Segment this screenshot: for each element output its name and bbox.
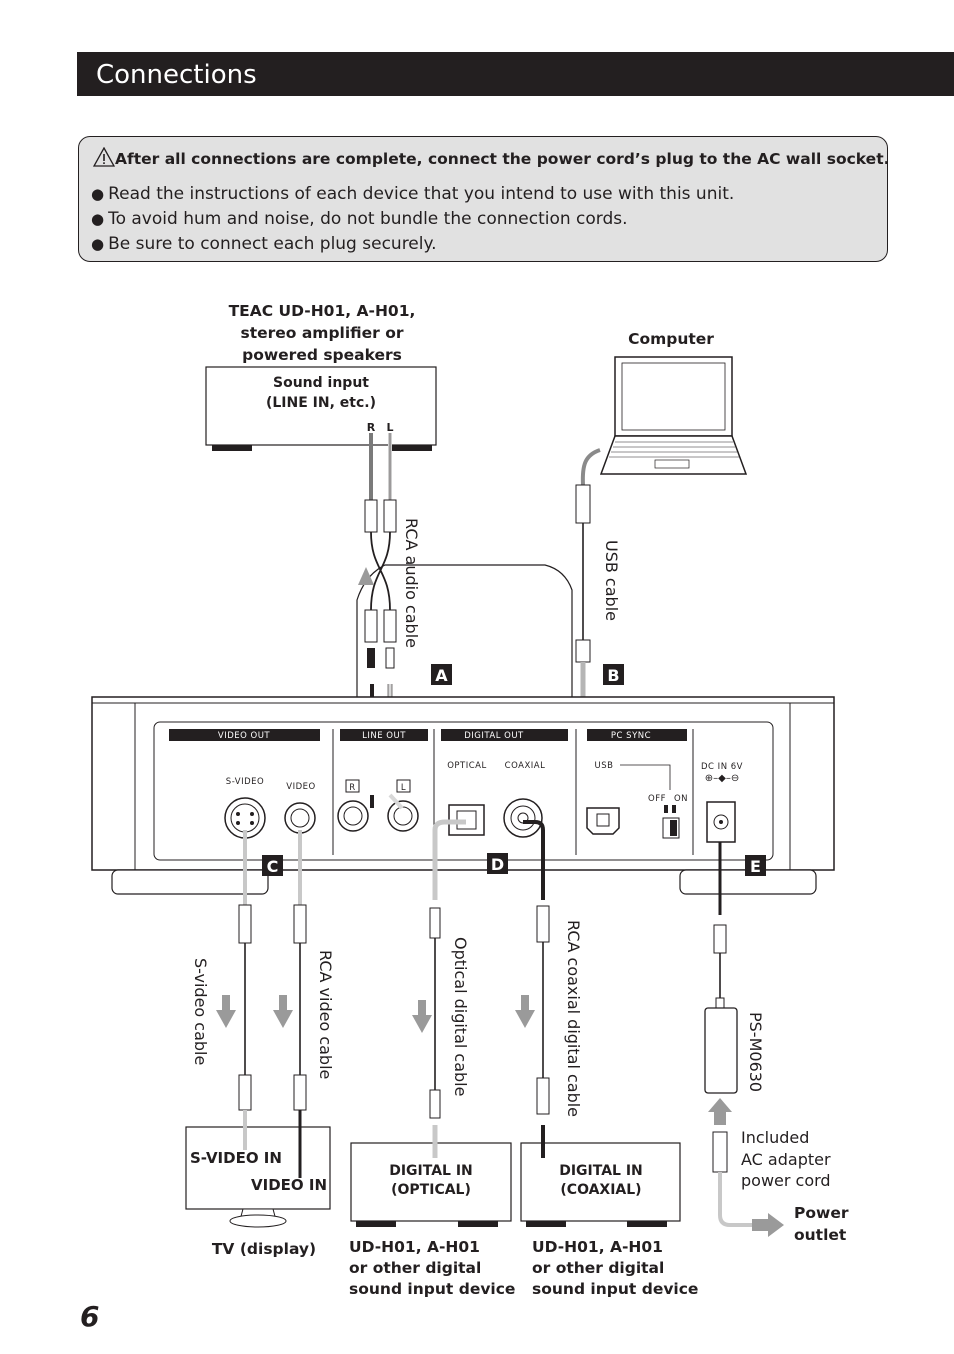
amp-title-2: stereo amplifier or	[240, 324, 404, 342]
amp-input-label-1: Sound input	[273, 375, 369, 391]
amp-l-label: L	[386, 421, 394, 434]
down-arrow-icon	[273, 995, 293, 1028]
dev1-caption-1: UD-H01, A-H01	[349, 1238, 480, 1256]
amp-title-1: TEAC UD-H01, A-H01,	[228, 302, 416, 320]
usb-cable-label: USB cable	[602, 540, 621, 621]
panel-on: ON	[673, 794, 689, 804]
rca-audio-cable-label: RCA audio cable	[402, 518, 421, 648]
panel-svideo: S-VIDEO	[225, 777, 265, 787]
power-outlet-label-1: Power	[794, 1204, 849, 1222]
warning-text: After all connections are complete, connect the power cord’s plug to the AC wall socket.	[115, 150, 890, 168]
marker-e-label: E	[750, 857, 761, 876]
panel-off: OFF	[648, 794, 666, 804]
adapter-body	[705, 1008, 737, 1093]
down-arrow-icon	[216, 995, 236, 1028]
dev1-input-1: DIGITAL IN	[389, 1163, 473, 1179]
page-number: 6	[80, 1300, 100, 1333]
caution-item-text: Read the instructions of each device that you intend to use with this unit.	[108, 184, 735, 204]
bullet-icon: ●	[91, 210, 105, 228]
amplifier	[206, 302, 436, 451]
marker-d-label: D	[490, 855, 505, 874]
power-outlet-label-2: outlet	[794, 1226, 847, 1244]
dev2-caption-3: sound input device	[532, 1280, 699, 1298]
dev2-input-2: (COAXIAL)	[560, 1182, 642, 1198]
down-arrow-icon	[515, 995, 535, 1028]
marker-c-label: C	[266, 857, 279, 876]
computer	[601, 330, 746, 474]
dev2-input-1: DIGITAL IN	[559, 1163, 643, 1179]
caution-item-text: To avoid hum and noise, do not bundle the connection cords.	[108, 209, 628, 229]
svideo-cable	[191, 905, 251, 1150]
caution-item-text: Be sure to connect each plug securely.	[108, 234, 437, 254]
up-arrow-icon	[708, 1098, 732, 1125]
amp-title-3: powered speakers	[242, 346, 402, 364]
svideo-cable-label: S-video cable	[191, 958, 210, 1066]
amp-r-label: R	[366, 421, 376, 434]
dev1-input-2: (OPTICAL)	[391, 1182, 471, 1198]
up-arrow-icon	[358, 567, 374, 585]
amp-foot	[392, 445, 432, 451]
amp-foot	[212, 445, 252, 451]
panel-pc-sync: PC SYNC	[610, 731, 652, 741]
optical-cable-label: Optical digital cable	[451, 937, 470, 1097]
marker-a-label: A	[435, 666, 448, 685]
page-title: Connections	[96, 60, 257, 90]
computer-title: Computer	[628, 330, 714, 348]
panel-video-out: VIDEO OUT	[217, 731, 271, 741]
coaxial-cable	[515, 906, 583, 1158]
dev1-caption-2: or other digital	[349, 1259, 482, 1277]
rca-video-cable-label: RCA video cable	[316, 950, 335, 1080]
adapter-label: PS-M0630	[746, 1012, 765, 1093]
adapter-cord-label-1: Included	[741, 1128, 810, 1147]
panel-r: R	[349, 783, 356, 793]
panel-coaxial: COAXIAL	[504, 761, 546, 771]
bullet-icon: ●	[91, 235, 105, 253]
down-arrow-icon	[412, 1000, 432, 1033]
dev2-caption-1: UD-H01, A-H01	[532, 1238, 663, 1256]
marker-b-label: B	[607, 666, 620, 685]
coaxial-device	[521, 1125, 698, 1298]
bullet-icon: ●	[91, 185, 105, 203]
panel-l: L	[400, 783, 407, 793]
right-arrow-icon	[752, 1213, 784, 1237]
main-unit	[92, 697, 834, 894]
tv-video-in: VIDEO IN	[251, 1176, 327, 1194]
panel-dc-in: DC IN 6V	[701, 762, 743, 772]
panel-usb: USB	[594, 761, 614, 771]
adapter-cord-label-2: AC adapter	[741, 1150, 831, 1169]
optical-cable	[412, 908, 470, 1158]
optical-device	[349, 1125, 515, 1298]
dev1-caption-3: sound input device	[349, 1280, 516, 1298]
ac-adapter	[705, 925, 849, 1244]
panel-video: VIDEO	[286, 782, 316, 792]
panel-line-out: LINE OUT	[362, 731, 406, 741]
tv-caption: TV (display)	[211, 1240, 317, 1258]
panel-optical: OPTICAL	[447, 761, 487, 771]
panel-digital-out: DIGITAL OUT	[464, 731, 524, 741]
polarity-icon: ⊕–◆–⊖	[704, 773, 740, 784]
tv-display	[186, 1118, 330, 1258]
adapter-cord-label-3: power cord	[741, 1171, 831, 1190]
amp-input-label-2: (LINE IN, etc.)	[265, 395, 377, 411]
coaxial-cable-label: RCA coaxial digital cable	[564, 920, 583, 1118]
tv-svideo-in: S-VIDEO IN	[190, 1149, 282, 1167]
dev2-caption-2: or other digital	[532, 1259, 665, 1277]
